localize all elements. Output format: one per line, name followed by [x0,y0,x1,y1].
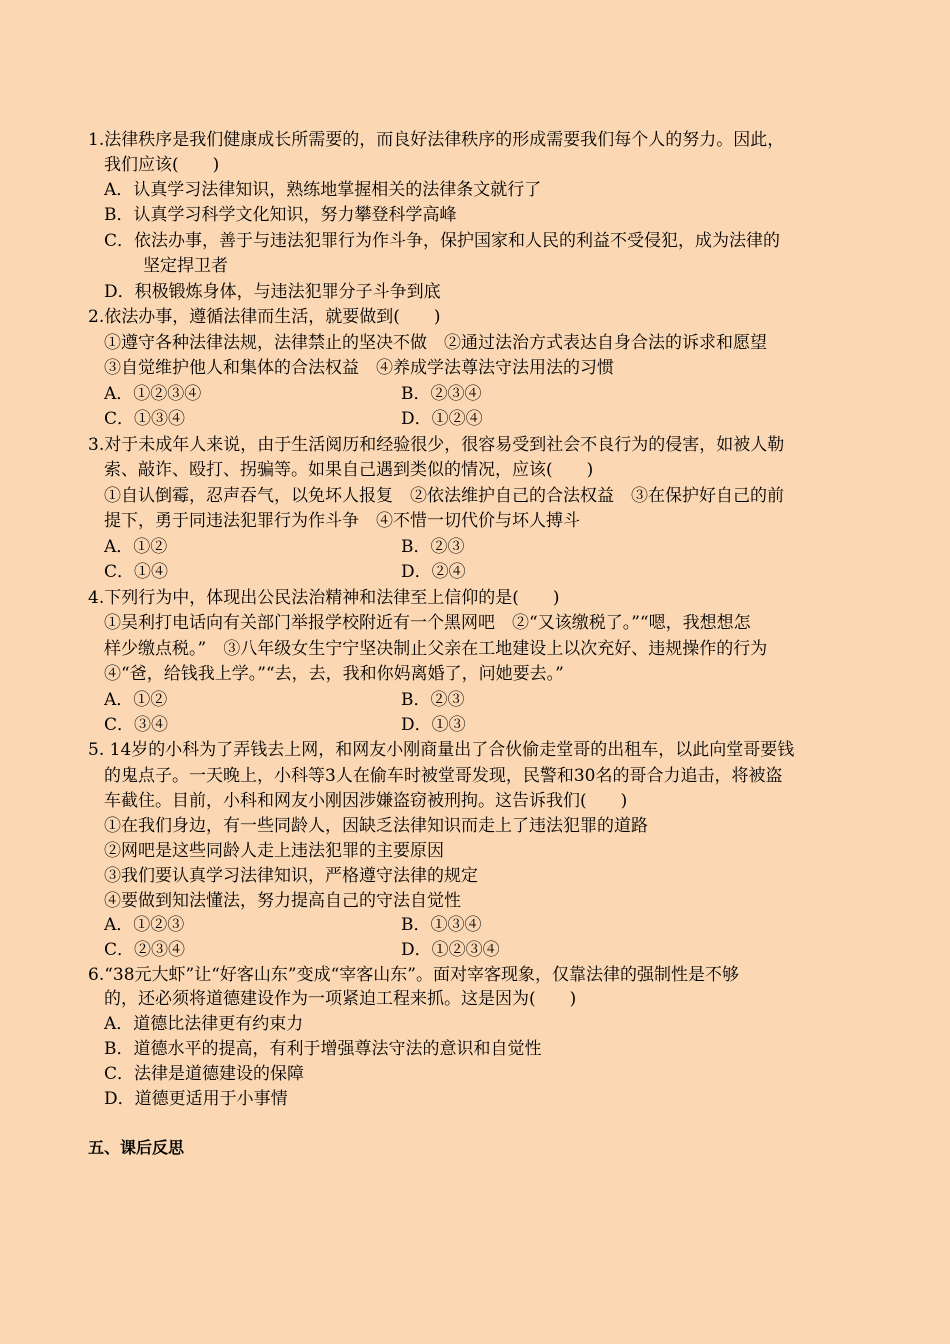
question-1-option-d: D．积极锻炼身体，与违法犯罪分子斗争到底 [104,282,441,302]
question-4-option-b: B．②③ [401,690,465,710]
question-2-item: ①遵守各种法律法规，法律禁止的坚决不做 ②通过法治方式表达自身合法的诉求和愿望 [104,333,767,353]
question-6-stem: 的，还必须将道德建设作为一项紧迫工程来抓。这是因为( ) [104,989,577,1009]
question-3-item: 提下，勇于同违法犯罪行为作斗争 ④不惜一切代价与坏人搏斗 [104,511,580,531]
question-4-item: ①吴利打电话向有关部门举报学校附近有一个黑网吧 ②“又该缴税了。”“嗯，我想想怎 [104,613,751,633]
question-1-option-c-cont: 坚定捍卫者 [143,256,228,276]
question-2-stem: 2.依法办事，遵循法律而生活，就要做到( ) [88,307,441,327]
question-6-option-b: B．道德水平的提高，有利于增强尊法守法的意识和自觉性 [104,1039,542,1059]
question-5-stem: 5. 14岁的小科为了弄钱去上网，和网友小刚商量出了合伙偷走堂哥的出租车，以此向堂哥要钱 [88,740,795,760]
question-5-option-c: C．②③④ [104,940,186,960]
question-4-option-c: C．③④ [104,715,169,735]
question-1-option-b: B．认真学习科学文化知识，努力攀登科学高峰 [104,205,457,225]
question-1-stem: 1.法律秩序是我们健康成长所需要的，而良好法律秩序的形成需要我们每个人的努力。因此， [88,130,785,150]
question-1-option-c: C．依法办事，善于与违法犯罪行为作斗争，保护国家和人民的利益不受侵犯，成为法律的 [104,231,781,251]
question-3-stem: 索、敲诈、殴打、拐骗等。如果自己遇到类似的情况，应该( ) [104,460,594,480]
question-3-option-d: D．②④ [401,562,466,582]
question-2-item: ③自觉维护他人和集体的合法权益 ④养成学法尊法守法用法的习惯 [104,358,614,378]
question-1-stem: 我们应该( ) [104,155,220,175]
question-3-option-c: C．①④ [104,562,169,582]
question-5-item: ②网吧是这些同龄人走上违法犯罪的主要原因 [104,841,444,861]
question-3-item: ①自认倒霉，忍声吞气，以免坏人报复 ②依法维护自己的合法权益 ③在保护好自己的前 [104,486,784,506]
question-5-item: ③我们要认真学习法律知识，严格遵守法律的规定 [104,866,478,886]
question-3-option-b: B．②③ [401,537,465,557]
question-6-stem: 6.“38元大虾”让“好客山东”变成“宰客山东”。面对宰客现象，仅靠法律的强制性是不够 [88,965,739,985]
question-2-option-c: C．①③④ [104,409,186,429]
question-5-item: ④要做到知法懂法，努力提高自己的守法自觉性 [104,891,461,911]
question-4-option-d: D．①③ [401,715,466,735]
question-3-option-a: A．①② [104,537,168,557]
question-6-option-a: A．道德比法律更有约束力 [104,1014,304,1034]
section-heading-reflection: 五、课后反思 [88,1138,185,1157]
question-5-option-d: D．①②③④ [401,940,500,960]
question-6-option-d: D．道德更适用于小事情 [104,1089,288,1109]
question-2-option-b: B．②③④ [401,384,482,404]
question-4-option-a: A．①② [104,690,168,710]
question-2-option-a: A．①②③④ [104,384,202,404]
question-1-option-a: A．认真学习法律知识，熟练地掌握相关的法律条文就行了 [104,180,542,200]
question-4-stem: 4.下列行为中，体现出公民法治精神和法律至上信仰的是( ) [88,588,560,608]
question-4-item: ④“爸，给钱我上学。”“去，去，我和你妈离婚了，问她要去。” [104,664,564,684]
question-4-item: 样少缴点税。” ③八年级女生宁宁坚决制止父亲在工地建设上以次充好、违规操作的行为 [104,639,768,659]
question-3-stem: 3.对于未成年人来说，由于生活阅历和经验很少，很容易受到社会不良行为的侵害，如被人勒 [88,435,785,455]
question-5-stem: 的鬼点子。一天晚上，小科等3人在偷车时被堂哥发现，民警和30名的哥合力追击，将被盗 [104,766,783,786]
question-6-option-c: C．法律是道德建设的保障 [104,1064,305,1084]
question-5-option-b: B．①③④ [401,915,482,935]
question-5-option-a: A．①②③ [104,915,185,935]
question-5-stem: 车截住。目前，小科和网友小刚因涉嫌盗窃被刑拘。这告诉我们( ) [104,791,628,811]
question-5-item: ①在我们身边，有一些同龄人，因缺乏法律知识而走上了违法犯罪的道路 [104,816,648,836]
question-2-option-d: D．①②④ [401,409,483,429]
